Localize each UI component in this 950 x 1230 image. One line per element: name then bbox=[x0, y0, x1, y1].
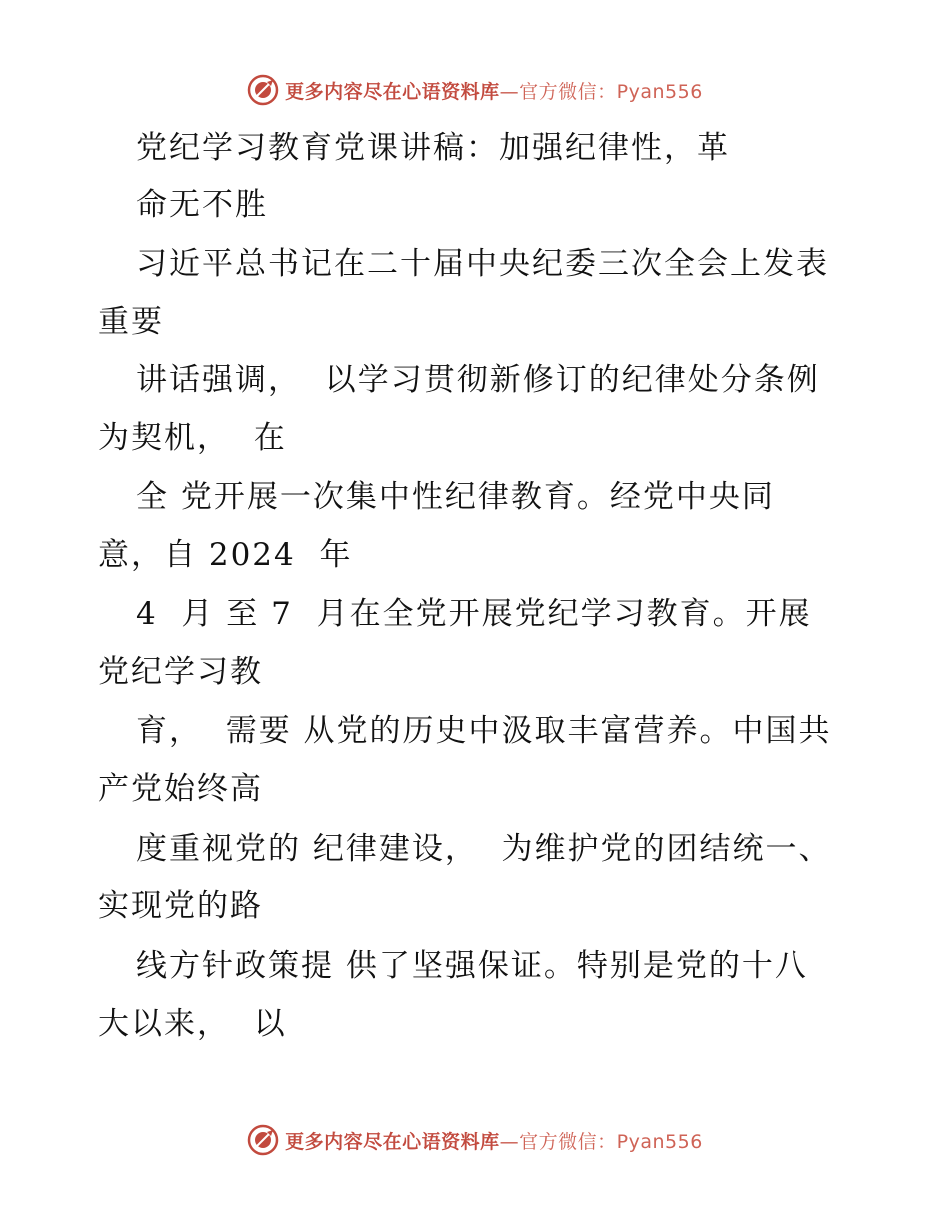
watermark-text bbox=[285, 77, 703, 104]
paragraph-line: 4 月 至 7 月在全党开展党纪学习教育。开展 bbox=[136, 596, 812, 632]
watermark-account: 官方微信：Pyan556 bbox=[519, 1130, 703, 1153]
paragraph-line: 习近平总书记在二十届中央纪委三次全会上发表 bbox=[136, 246, 829, 282]
footer-watermark bbox=[0, 1120, 950, 1160]
watermark-account: 官方微信：Pyan556 bbox=[519, 80, 703, 103]
paragraph-line: 全 党开展一次集中性纪律教育。经党中央同 bbox=[136, 479, 775, 515]
paragraph-line: 意，自 2024 年 bbox=[98, 537, 353, 573]
watermark-text bbox=[285, 1127, 703, 1154]
paragraph-line: 实现党的路 bbox=[98, 888, 263, 924]
paragraph-line: 讲话强调， 以学习贯彻新修订的纪律处分条例 bbox=[136, 362, 820, 398]
watermark-separator: — bbox=[499, 1130, 520, 1153]
paragraph-line: 产党始终高 bbox=[98, 771, 263, 807]
paragraph-line: 育， 需要 从党的历史中汲取丰富营养。中国共 bbox=[136, 713, 832, 749]
watermark-main: 更多内容尽在心语资料库 bbox=[285, 80, 500, 103]
paragraph-line: 重要 bbox=[98, 304, 164, 340]
document-title-line-1: 党纪学习教育党课讲稿：加强纪律性，革 bbox=[136, 130, 730, 166]
paragraph-line: 党纪学习教 bbox=[98, 654, 263, 690]
seal-logo-icon bbox=[247, 1124, 279, 1156]
seal-logo-icon bbox=[247, 74, 279, 106]
watermark-separator: — bbox=[499, 80, 520, 103]
paragraph-line: 大以来， 以 bbox=[98, 1006, 287, 1042]
watermark-main: 更多内容尽在心语资料库 bbox=[285, 1130, 500, 1153]
paragraph-line: 线方针政策提 供了坚强保证。特别是党的十八 bbox=[136, 948, 808, 984]
paragraph-line: 度重视党的 纪律建设， 为维护党的团结统一、 bbox=[136, 831, 832, 867]
document-title-line-2: 命无不胜 bbox=[136, 187, 268, 223]
header-watermark bbox=[0, 70, 950, 110]
paragraph-line: 为契机， 在 bbox=[98, 420, 287, 456]
